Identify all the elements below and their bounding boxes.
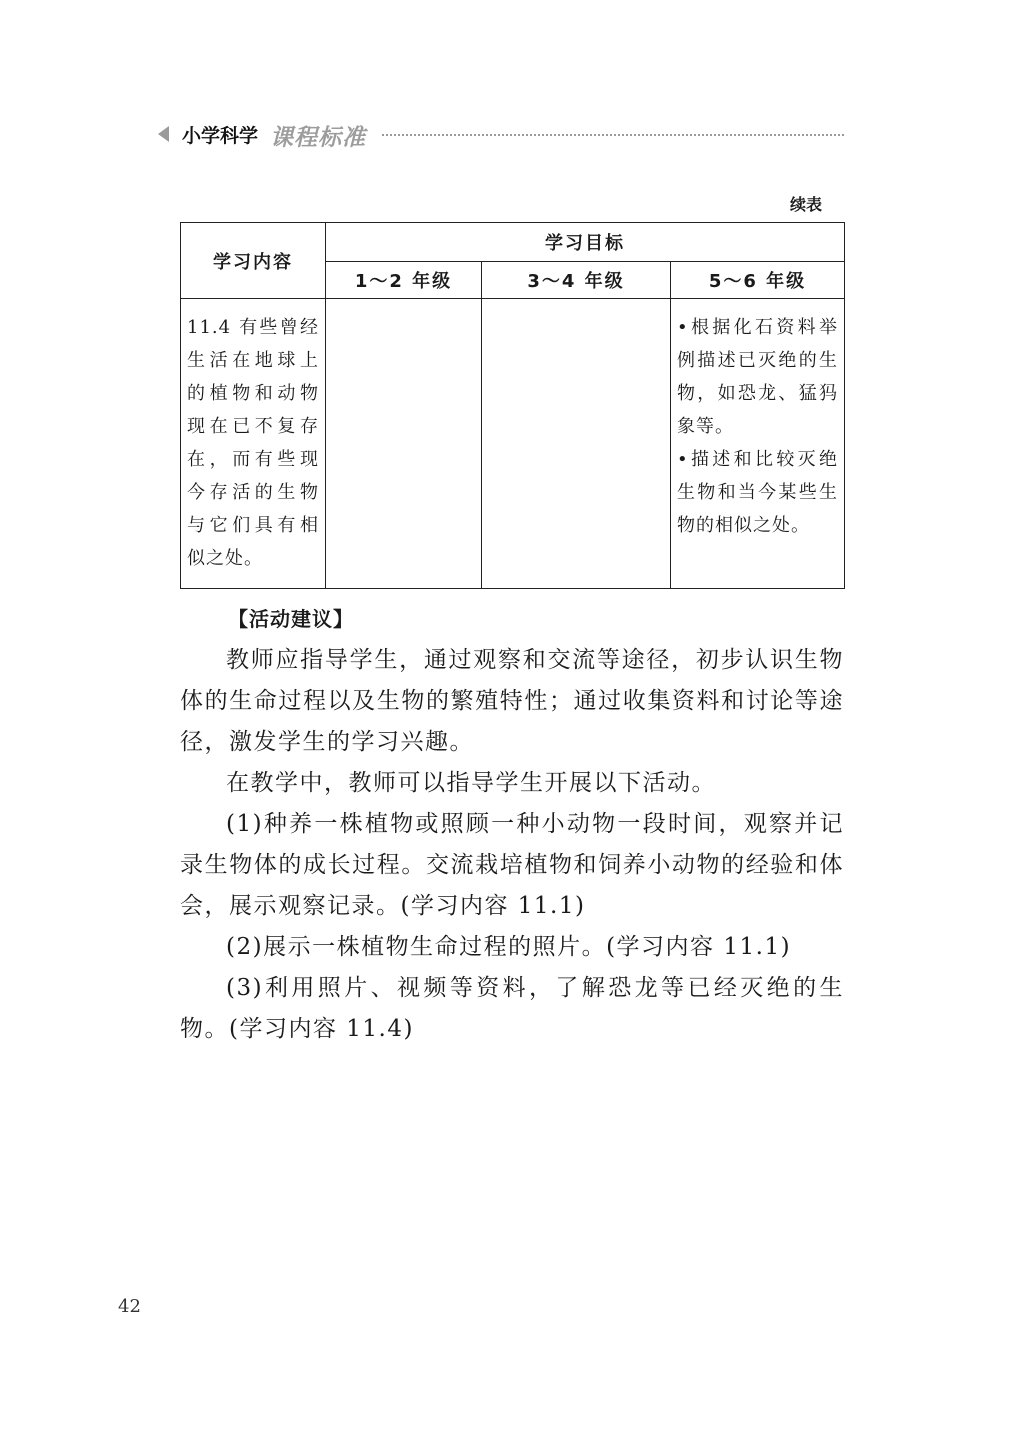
header-series: 课程标准 — [270, 124, 366, 151]
cell-content: 11.4 有些曾经生活在地球上的植物和动物现在已不复存在，而有些现今存活的生物与它们具有相似之处。 — [181, 299, 326, 589]
header-grade-1-2: 1～2 年级 — [326, 262, 482, 299]
header-learning-goals: 学习目标 — [326, 223, 845, 262]
goal-item: •描述和比较灭绝生物和当今某些生物的相似之处。 — [677, 449, 838, 536]
header-grade-3-4: 3～4 年级 — [482, 262, 671, 299]
paragraph: 在教学中，教师可以指导学生开展以下活动。 — [226, 770, 716, 796]
header-grade-5-6: 5～6 年级 — [671, 262, 845, 299]
header-dotted-rule — [382, 134, 844, 136]
paragraph: (2)展示一株植物生命过程的照片。(学习内容 11.1) — [226, 934, 792, 960]
goal-item: •根据化石资料举例描述已灭绝的生物，如恐龙、猛犸象等。 — [677, 317, 838, 437]
triangle-left-icon — [158, 126, 169, 142]
table-row — [181, 299, 845, 589]
continued-label: 续表 — [790, 195, 823, 214]
cell-grade-3-4 — [482, 299, 671, 589]
header-subject: 小学科学 — [182, 125, 259, 147]
cell-grade-1-2 — [326, 299, 482, 589]
activity-title: 【活动建议】 — [228, 607, 354, 631]
paragraph: (3)利用照片、视频等资料，了解恐龙等已经灭绝的生物。(学习内容 11.4) — [180, 975, 844, 1042]
header-learning-content: 学习内容 — [181, 223, 326, 299]
activity-body — [180, 640, 844, 1050]
cell-grade-5-6 — [671, 299, 845, 589]
paragraph: (1)种养一株植物或照顾一种小动物一段时间，观察并记录生物体的成长过程。交流栽培植物和饲养小动物的经验和体会，展示观察记录。(学习内容 11.1) — [180, 811, 844, 919]
paragraph: 教师应指导学生，通过观察和交流等途径，初步认识生物体的生命过程以及生物的繁殖特性；通过收集资料和讨论等途径，激发学生的学习兴趣。 — [180, 647, 844, 755]
page-number: 42 — [118, 1296, 141, 1317]
running-header — [154, 120, 844, 150]
standards-table — [180, 222, 845, 589]
